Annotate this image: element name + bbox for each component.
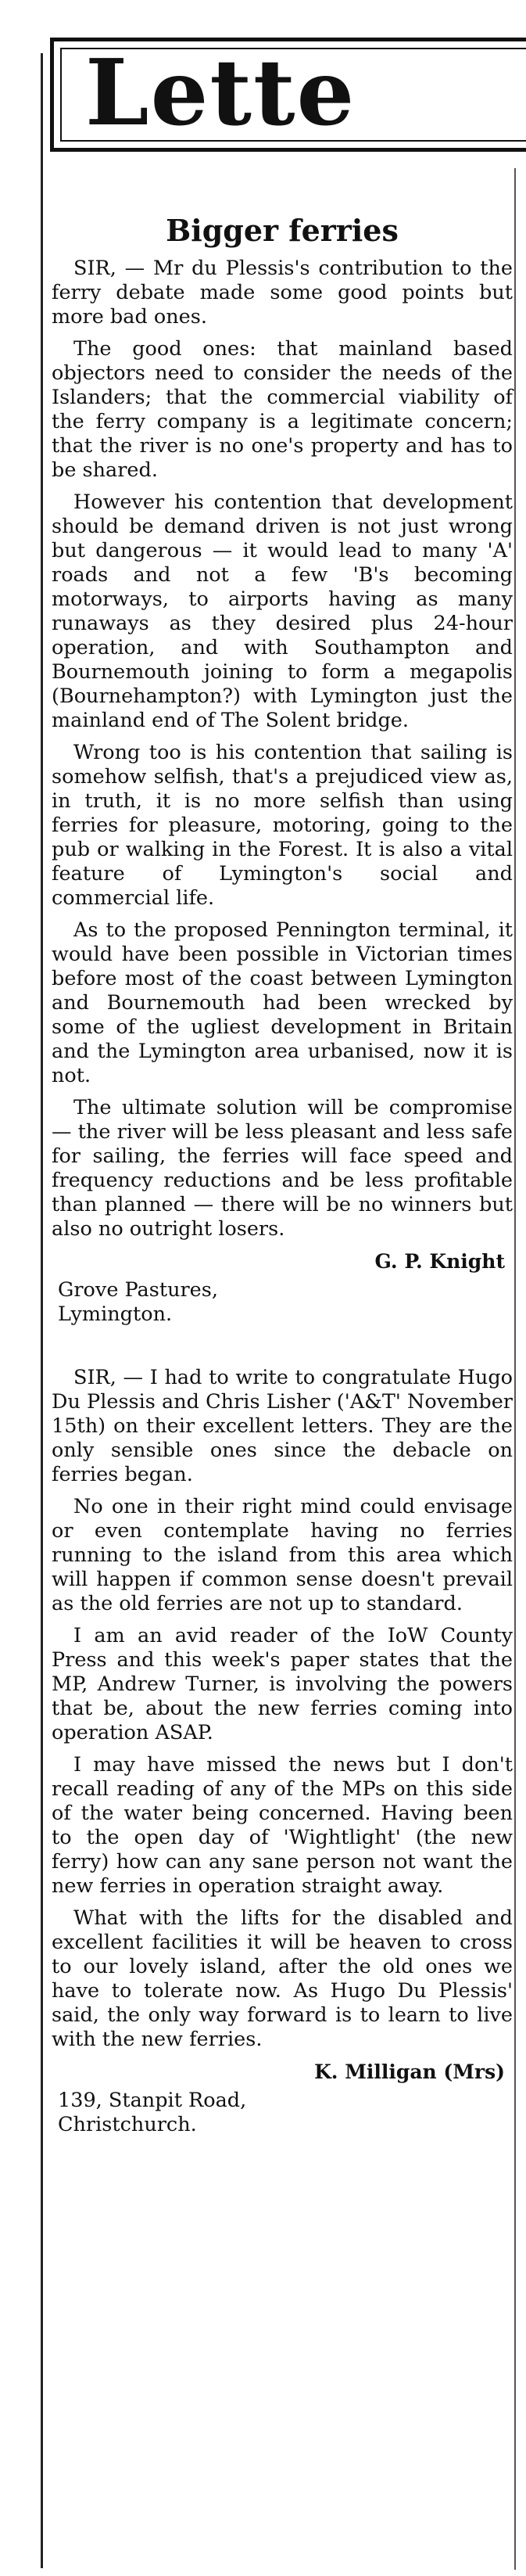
letter1-paragraph: The ultimate solution will be compromise — the river will be less pleasant and less safe for sailing, the ferries will face speed and frequency reductions and be less profitable than planned — there will be no winners but also no outright losers. <box>52 1096 513 1241</box>
letter2-paragraph: SIR, — I had to write to congratulate Hugo Du Plessis and Chris Lisher ('A&T' November 15th) on their excellent letters. They are the only sensible ones since the debacle on ferries began. <box>52 1366 513 1486</box>
letter2-signature: K. Milligan (Mrs) <box>314 2060 505 2083</box>
letter-separator <box>52 1327 513 1366</box>
letter1-paragraph: SIR, — Mr du Plessis's contribution to the ferry debate made some good points but more bad ones. <box>52 257 513 329</box>
letter1-address-line: Lymington. <box>58 1302 173 1326</box>
letter2-address-line: Christchurch. <box>58 2113 197 2136</box>
letter1-paragraph: Wrong too is his contention that sailing is somehow selfish, that's a prejudiced view as, in truth, it is no more selfish than using ferries for pleasure, motoring, going to the pub or walking in the Forest. It is also a vital feature of Lymington's social and commercial life. <box>52 741 513 910</box>
letter2-paragraph: I may have missed the news but I don't recall reading of any of the MPs on this side of the water being concerned. Having been to the open day of 'Wightlight' (the new ferry) how can any sane person not want the new ferries in operation straight away. <box>52 1753 513 1898</box>
column-rule-right <box>514 168 516 2570</box>
column-rule-left <box>41 53 43 2568</box>
letter1-paragraph: However his contention that development should be demand driven is not just wrong but dangerous — it would lead to many 'A' roads and not a few 'B's becoming motorways, to airports having as many runaways as they desired plus 24-hour operation, and with Southampton and Bournemouth joining to form a megapolis (Bournehampton?) with Lymington just the mainland end of The Solent bridge. <box>52 490 513 732</box>
masthead-title: Lette <box>85 40 356 146</box>
letter1-address-line: Grove Pastures, <box>58 1278 218 1302</box>
letter2-paragraph: No one in their right mind could envisage or even contemplate having no ferries running to the island from this area which will happen if common sense doesn't prevail as the old ferries are not up to standard. <box>52 1495 513 1615</box>
headline: Bigger ferries <box>166 213 399 248</box>
letter2-paragraph: What with the lifts for the disabled and excellent facilities it will be heaven to cross to our lovely island, after the old ones we have to tolerate now. As Hugo Du Plessis' said, the only way forward is to learn to live with the new ferries. <box>52 1906 513 2051</box>
masthead <box>50 38 526 152</box>
letter1-signature: G. P. Knight <box>374 1250 505 1273</box>
letter2-address-line: 139, Stanpit Road, <box>58 2089 247 2112</box>
letter1-paragraph: The good ones: that mainland based objectors need to consider the needs of the Islanders; that the commercial viability of the ferry company is a legitimate concern; that the river is no one's property and has to be shared. <box>52 337 513 482</box>
letter1-paragraph: As to the proposed Pennington terminal, it would have been possible in Victorian times before most of the coast between Lymington and Bournemouth had been wrecked by some of the ugliest development in Britain and the Lymington area urbanised, now it is not. <box>52 918 513 1087</box>
letters-column <box>52 213 513 2137</box>
letter2-paragraph: I am an avid reader of the IoW County Press and this week's paper states that the MP, Andrew Turner, is involving the powers that be, about the new ferries coming into operation ASAP. <box>52 1624 513 1744</box>
